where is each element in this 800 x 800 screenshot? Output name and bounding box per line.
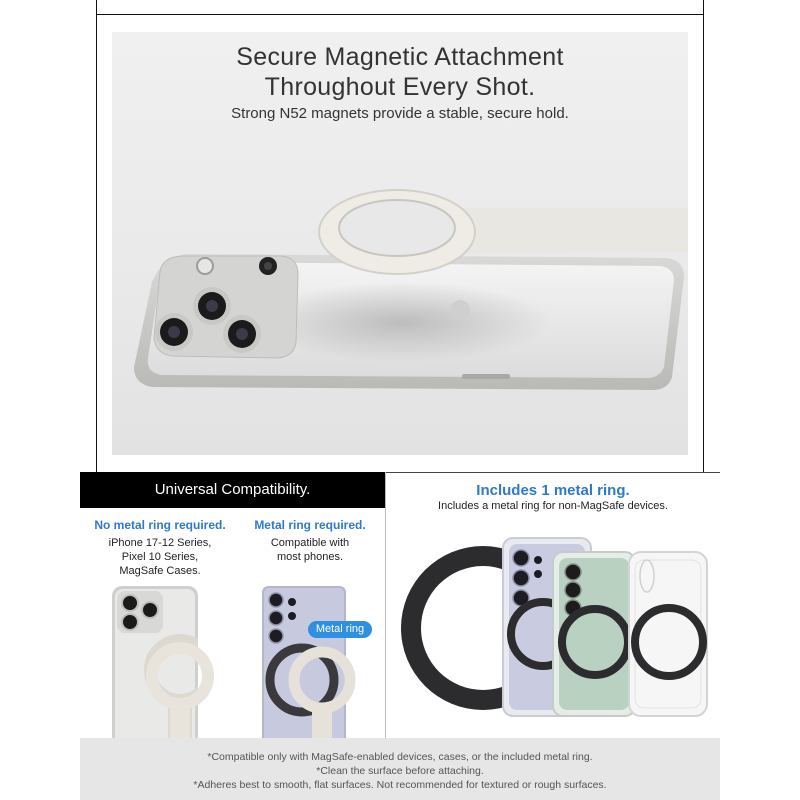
compatibility-header-text: Universal Compatibility. xyxy=(154,481,311,498)
hero-panel xyxy=(112,32,688,455)
ring-subtitle: Includes a metal ring for non-MagSafe devices. xyxy=(438,500,668,512)
ring-title: Includes 1 metal ring. xyxy=(476,482,630,499)
metal-ring-on-phone xyxy=(262,630,372,738)
metal-ring-illustration xyxy=(395,530,720,738)
disclaimer-line-2: *Clean the surface before attaching. xyxy=(316,765,484,777)
no-ring-line-1: iPhone 17-12 Series, xyxy=(108,537,212,549)
hero-title-line-1: Secure Magnetic Attachment xyxy=(236,43,564,71)
disclaimer-footer xyxy=(80,738,720,800)
metal-ring-badge: Metal ring xyxy=(308,621,372,638)
no-ring-description xyxy=(85,536,235,578)
grip-ring-left xyxy=(142,640,220,738)
no-ring-line-3: MagSafe Cases. xyxy=(119,565,201,577)
hero-title-line-2: Throughout Every Shot. xyxy=(264,73,536,101)
ring-required-line-1: Compatible with xyxy=(270,537,350,549)
ring-required-description xyxy=(235,536,385,564)
compatibility-header xyxy=(80,472,385,508)
no-ring-line-2: Pixel 10 Series, xyxy=(121,551,199,563)
top-divider xyxy=(96,14,704,15)
hero-subtitle: Strong N52 magnets provide a stable, secure hold. xyxy=(231,105,569,122)
disclaimer-line-3: *Adheres best to smooth, flat surfaces. Not recommended for textured or rough surfaces. xyxy=(193,779,607,791)
hero-title xyxy=(112,42,688,102)
no-ring-title: No metal ring required. xyxy=(94,518,226,532)
ring-required-title: Metal ring required. xyxy=(254,518,366,532)
disclaimer-line-1: *Compatible only with MagSafe-enabled devices, cases, or the included metal ring. xyxy=(207,751,593,763)
ring-section-top-line xyxy=(385,472,720,473)
ring-required-line-2: most phones. xyxy=(276,551,344,563)
